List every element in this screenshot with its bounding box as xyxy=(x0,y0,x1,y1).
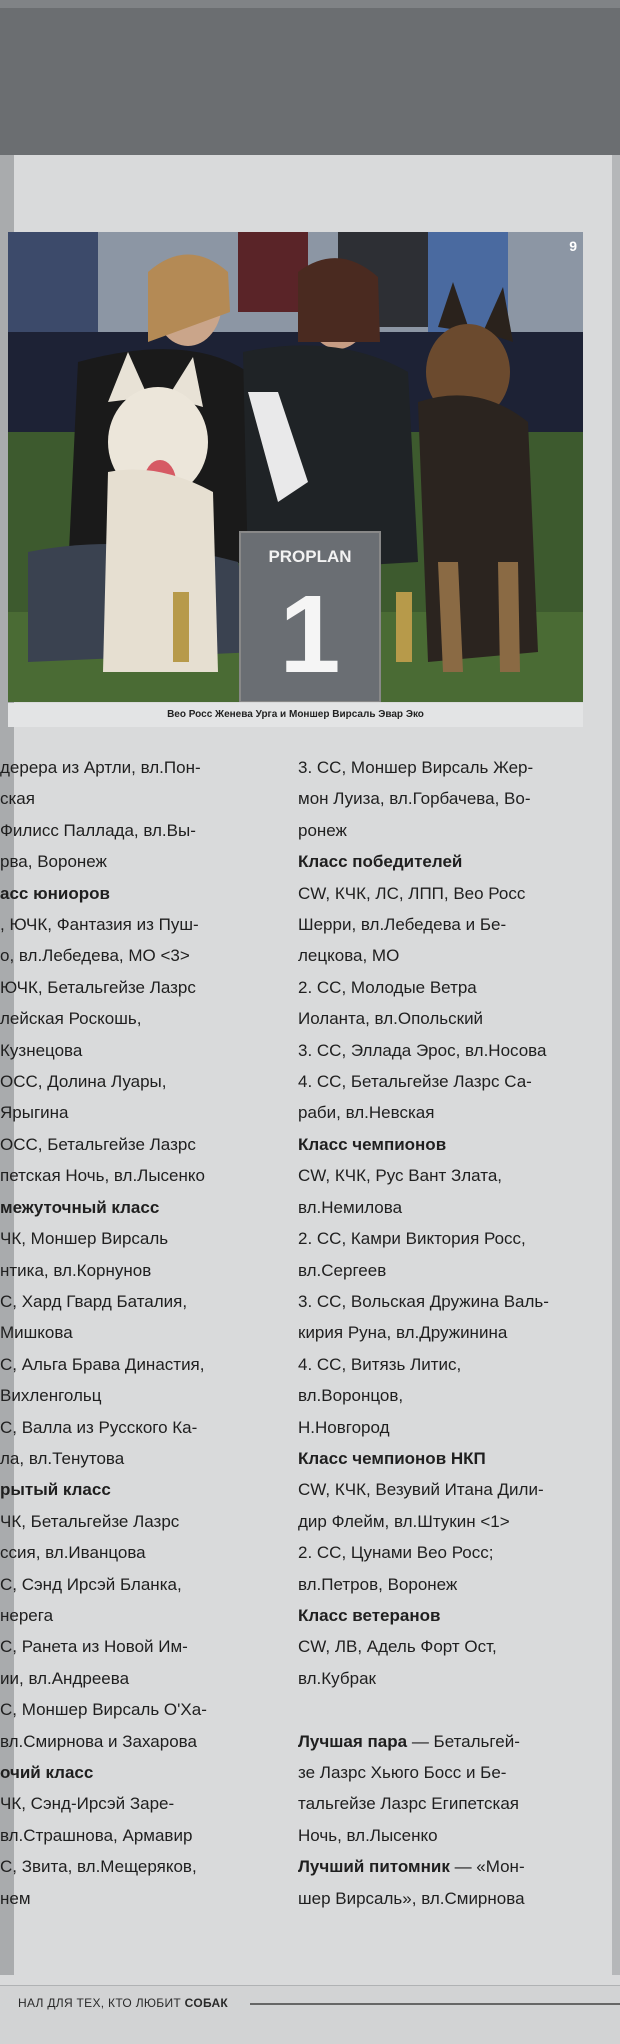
photo-caption: Вео Росс Женева Урга и Моншер Вирсаль Эвар Эко xyxy=(8,703,583,727)
result-line: С, Хард Гвард Баталия, xyxy=(0,1291,188,1311)
result-line: 4. СС, Бетальгейзе Лазрс Са- xyxy=(298,1072,532,1092)
right-margin-strip xyxy=(612,155,620,1975)
award-winner: — Бетальгей- xyxy=(407,1731,520,1751)
result-line: рва, Воронеж xyxy=(0,852,107,872)
result-line: CW, ЛВ, Адель Форт Ост, xyxy=(298,1637,497,1657)
dark-dog-leg-2 xyxy=(498,562,520,672)
result-line: Филисс Паллада, вл.Вы- xyxy=(0,820,196,840)
footer-band xyxy=(0,1985,620,2044)
award-winner: — «Мон- xyxy=(449,1857,525,1877)
class-heading: Класс чемпионов xyxy=(298,1134,447,1154)
result-line: CW, КЧК, ЛС, ЛПП, Вео Росс xyxy=(298,883,526,903)
result-line: ии, вл.Андреева xyxy=(0,1668,130,1688)
top-color-band xyxy=(0,0,620,155)
result-line: Вихленгольц xyxy=(0,1386,102,1406)
result-line: вл.Страшнова, Армавир xyxy=(0,1825,193,1845)
result-line: лецкова, МО xyxy=(298,946,400,966)
result-line: С, Валла из Русского Ка- xyxy=(0,1417,198,1437)
result-line: ссия, вл.Иванцова xyxy=(0,1543,146,1563)
class-heading: Класс чемпионов НКП xyxy=(298,1448,486,1468)
footer-rule xyxy=(250,2003,620,2005)
results-column-right xyxy=(298,752,588,1914)
result-line: вл.Смирнова и Захарова xyxy=(0,1731,197,1751)
class-heading: рытый класс xyxy=(0,1480,111,1500)
result-line: зе Лазрс Хьюго Босс и Бе- xyxy=(298,1762,507,1782)
handler-right-hair xyxy=(298,258,380,342)
photo-illustration xyxy=(8,232,583,702)
result-line: нем xyxy=(0,1888,31,1908)
result-line: шер Вирсаль», вл.Смирнова xyxy=(298,1888,525,1908)
result-line: Мишкова xyxy=(0,1323,73,1343)
result-line: 2. СС, Камри Виктория Росс, xyxy=(298,1229,526,1249)
result-line: мон Луиза, вл.Горбачева, Во- xyxy=(298,789,531,809)
result-line: ЧК, Моншер Вирсаль xyxy=(0,1229,169,1249)
result-line: Н.Новгород xyxy=(298,1417,390,1437)
result-line: Кузнецова xyxy=(0,1040,83,1060)
result-line: вл.Кубрак xyxy=(298,1668,376,1688)
result-line: 2. СС, Цунами Вео Росс; xyxy=(298,1543,494,1563)
result-line: С, Ранета из Новой Им- xyxy=(0,1637,188,1657)
result-line: ОСС, Долина Луары, xyxy=(0,1072,167,1092)
result-line: вл.Воронцов, xyxy=(298,1386,404,1406)
result-line: ская xyxy=(0,789,35,809)
footer-tagline-text: НАЛ ДЛЯ ТЕХ, КТО ЛЮБИТ xyxy=(18,1996,185,2010)
result-line: Ночь, вл.Лысенко xyxy=(298,1825,438,1845)
footer-tagline xyxy=(18,1996,228,2010)
award-label: Лучший питомник xyxy=(298,1857,450,1877)
result-line: CW, КЧК, Везувий Итана Дили- xyxy=(298,1480,544,1500)
class-heading: межуточный класс xyxy=(0,1197,160,1217)
photo-page-mark: 9 xyxy=(569,238,577,254)
result-line: Шерри, вл.Лебедева и Бе- xyxy=(298,915,507,935)
results-column-left xyxy=(0,752,265,1914)
result-line: о, вл.Лебедева, МО <3> xyxy=(0,946,190,966)
result-line: Ярыгина xyxy=(0,1103,69,1123)
result-line: С, Моншер Вирсаль О'Ха- xyxy=(0,1700,207,1720)
result-line: нерега xyxy=(0,1605,54,1625)
show-winners-photo xyxy=(8,232,583,702)
result-line: Иоланта, вл.Опольский xyxy=(298,1009,484,1029)
result-line: вл.Сергеев xyxy=(298,1260,387,1280)
result-line: ЧК, Сэнд-Ирсэй Заре- xyxy=(0,1794,175,1814)
trophy-left xyxy=(173,592,189,662)
result-line: ОСС, Бетальгейзе Лазрс xyxy=(0,1134,196,1154)
result-line: 2. СС, Молодые Ветра xyxy=(298,977,477,997)
result-line: лейская Роскошь, xyxy=(0,1009,142,1029)
result-line: вл.Петров, Воронеж xyxy=(298,1574,458,1594)
result-line: нтика, вл.Корнунов xyxy=(0,1260,152,1280)
result-line: С, Звита, вл.Мещеряков, xyxy=(0,1857,197,1877)
result-line: 4. СС, Витязь Литис, xyxy=(298,1354,462,1374)
placing-sign-brand: PROPLAN xyxy=(268,547,352,566)
line-gap xyxy=(298,1694,588,1725)
result-line: вл.Немилова xyxy=(298,1197,403,1217)
result-line: 3. СС, Моншер Вирсаль Жер- xyxy=(298,758,534,777)
result-line: дир Флейм, вл.Штукин <1> xyxy=(298,1511,510,1531)
white-dog-body xyxy=(103,470,218,673)
class-heading: Класс победителей xyxy=(298,852,463,872)
result-line: тальгейзе Лазрс Египетская xyxy=(298,1794,519,1814)
award-label: Лучшая пара xyxy=(298,1731,408,1751)
result-line: кирия Руна, вл.Дружинина xyxy=(298,1323,508,1343)
dark-dog-body xyxy=(418,395,538,662)
result-line: ЧК, Бетальгейзе Лазрс xyxy=(0,1511,180,1531)
class-heading: асс юниоров xyxy=(0,883,110,903)
result-line: ла, вл.Тенутова xyxy=(0,1448,125,1468)
result-line: 3. СС, Эллада Эрос, вл.Носова xyxy=(298,1040,547,1060)
result-line: , ЮЧК, Фантазия из Пуш- xyxy=(0,915,199,935)
result-line: С, Сэнд Ирсэй Бланка, xyxy=(0,1574,182,1594)
result-line: дерера из Артли, вл.Пон- xyxy=(0,758,201,777)
result-line xyxy=(298,1851,588,1882)
result-line: раби, вл.Невская xyxy=(298,1103,435,1123)
placing-sign-number: 1 xyxy=(279,573,341,696)
result-line: петская Ночь, вл.Лысенко xyxy=(0,1166,205,1186)
result-line: CW, КЧК, Рус Вант Злата, xyxy=(298,1166,503,1186)
footer-tagline-bold: СОБАК xyxy=(184,1996,229,2010)
class-heading: очий класс xyxy=(0,1763,94,1782)
result-line: С, Альга Брава Династия, xyxy=(0,1354,205,1374)
class-heading: Класс ветеранов xyxy=(298,1605,441,1625)
trophy-right xyxy=(396,592,412,662)
result-line: ЮЧК, Бетальгейзе Лазрс xyxy=(0,977,196,997)
photo-spectator-red xyxy=(238,232,308,312)
result-line: 3. СС, Вольская Дружина Валь- xyxy=(298,1291,549,1311)
result-line: ронеж xyxy=(298,820,347,840)
result-line xyxy=(298,1726,588,1757)
